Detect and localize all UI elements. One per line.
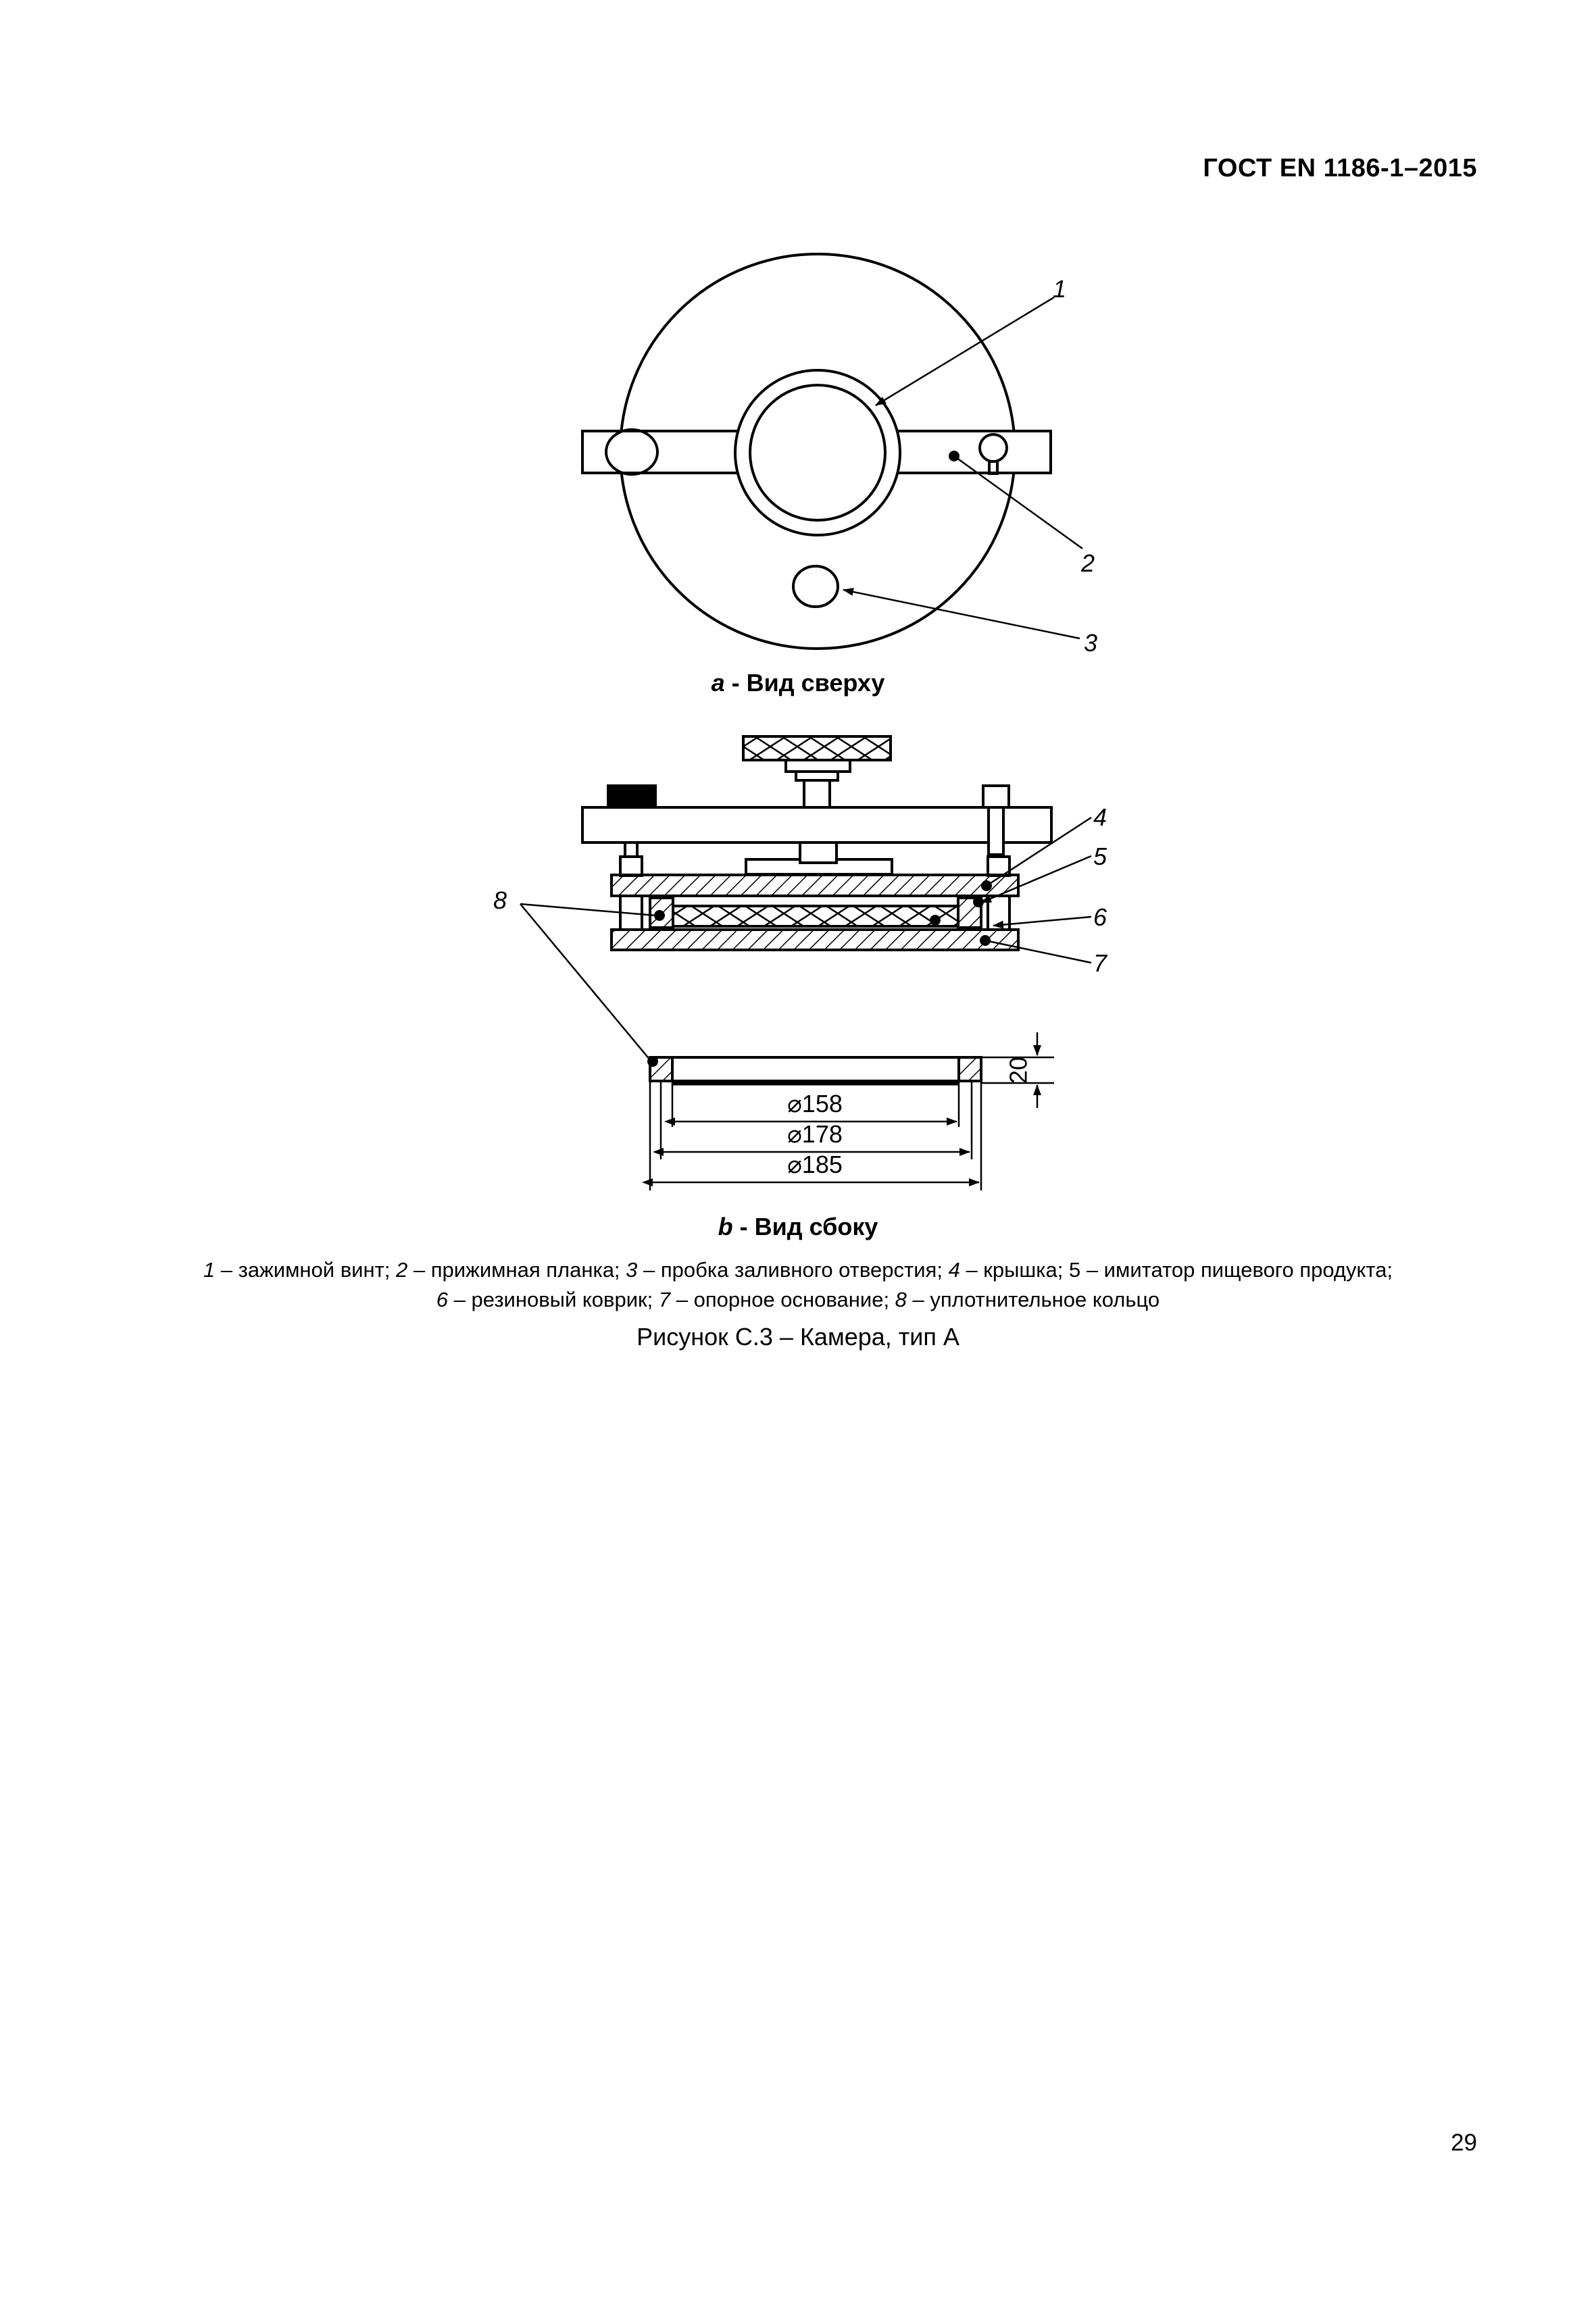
- callout-3: 3: [1084, 629, 1098, 657]
- dim-height-20: 20: [1004, 1056, 1032, 1084]
- outer-ring: [735, 370, 900, 535]
- pressure-bar: [582, 807, 1051, 842]
- top-view: [582, 254, 1051, 649]
- legend-line-2: [0, 1288, 1596, 1312]
- base-plate: [612, 930, 1018, 950]
- legend-num: 1: [203, 1258, 216, 1282]
- ring-section-right: [959, 1057, 981, 1081]
- bar-block: [608, 786, 655, 807]
- left-pin: [625, 842, 637, 857]
- legend-text: – зажимной винт;: [215, 1258, 397, 1282]
- right-pin: [989, 807, 1003, 855]
- side-view: [582, 736, 1051, 950]
- callout-8: 8: [493, 886, 507, 914]
- legend-text: – прижимная планка;: [407, 1258, 626, 1282]
- document-code: ГОСТ EN 1186-1–2015: [1203, 154, 1477, 182]
- press-stem: [800, 842, 837, 863]
- clamp-bar-right: [895, 431, 1051, 473]
- callout-7: 7: [1093, 949, 1107, 977]
- legend-text: – уплотнительное кольцо: [906, 1288, 1160, 1311]
- dim-185: ⌀185: [787, 1151, 843, 1178]
- caption-a-text: - Вид сверху: [724, 669, 885, 697]
- left-post: [620, 857, 642, 876]
- filling-plug: [793, 566, 838, 607]
- legend-num: 3: [626, 1258, 638, 1282]
- legend-text: – пробка заливного отверстия;: [637, 1258, 949, 1282]
- legend-num: 7: [658, 1288, 671, 1311]
- screw-knob: [743, 736, 891, 760]
- sealing-ring-detail: [649, 1057, 981, 1083]
- rubber-mat: [673, 906, 958, 926]
- legend-text: – крышка;: [959, 1258, 1069, 1282]
- ring-body: [650, 1057, 981, 1081]
- legend-num: 5: [1068, 1258, 1081, 1282]
- legend-line-1: [0, 1258, 1596, 1282]
- dim-158: ⌀158: [787, 1090, 843, 1117]
- right-pin-head: [983, 786, 1009, 807]
- legend-num: 4: [948, 1258, 960, 1282]
- legend-text: – опорное основание;: [670, 1288, 895, 1311]
- legend-text: – резиновый коврик;: [448, 1288, 659, 1311]
- caption-a-letter: a: [711, 669, 725, 697]
- callout-4: 4: [1093, 803, 1107, 831]
- page-number: 29: [1451, 2130, 1477, 2156]
- legend-num: 2: [396, 1258, 408, 1282]
- caption-view-b: [0, 1213, 1596, 1241]
- lid-plate: [612, 875, 1018, 896]
- caption-b-text: - Вид сбоку: [732, 1213, 878, 1240]
- callout-5: 5: [1093, 842, 1107, 870]
- callout-2: 2: [1081, 549, 1095, 577]
- figure-title: Рисунок С.3 – Камера, тип А: [637, 1323, 959, 1351]
- dim-178: ⌀178: [787, 1120, 843, 1148]
- legend-text: – имитатор пищевого продукта;: [1080, 1258, 1393, 1282]
- legend-num: 6: [436, 1288, 449, 1311]
- callout-1: 1: [1053, 275, 1067, 303]
- callout-6: 6: [1093, 903, 1107, 931]
- legend-num: 8: [895, 1288, 907, 1311]
- caption-view-a: [0, 669, 1596, 697]
- screw-shaft: [804, 780, 830, 809]
- caption-b-letter: b: [718, 1213, 733, 1240]
- screw-collar: [786, 760, 850, 772]
